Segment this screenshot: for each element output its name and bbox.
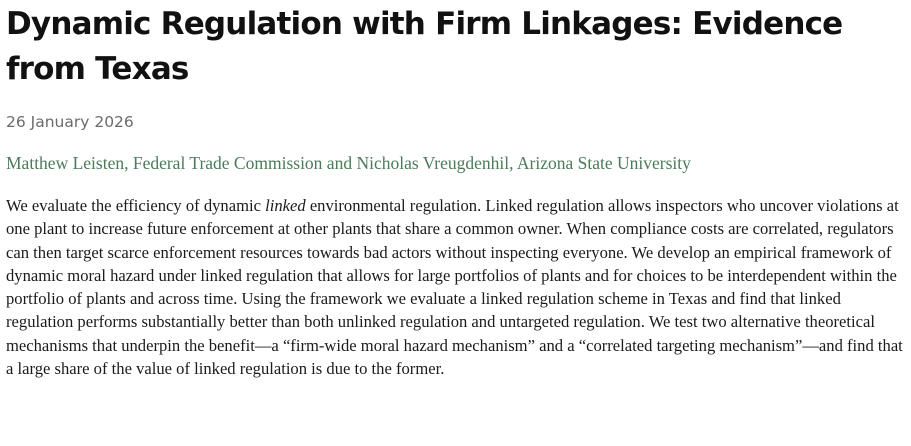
publication-date: 26 January 2026	[6, 113, 134, 131]
abstract	[6, 194, 906, 380]
author-list: Matthew Leisten, Federal Trade Commission and Nicholas Vreugdenhil, Arizona State University	[6, 153, 691, 173]
paper-title: Dynamic Regulation with Firm Linkages: Evidence from Texas	[6, 6, 843, 87]
abstract-emphasis: linked	[265, 196, 306, 215]
abstract-text-rest: environmental regulation. Linked regulation allows inspectors who uncover violations at one plant to increase future enforcement at other plants that share a common owner. When compliance costs are correlated, regulators can then target scarce enforcement resources towards bad actors without inspecting everyone. We develop an empirical framework of dynamic moral hazard under linked regulation that allows for large portfolios of plants and for choices to be interdependent within the portfolio of plants and across time. Using the framework we evaluate a linked regulation scheme in Texas and find that linked regulation performs substantially better than both unlinked regulation and untargeted regulation. We test two alternative theoretical mechanisms that underpin the benefit—a “firm-wide moral hazard mechanism” and a “correlated targeting mechanism”—and find that a large share of the value of linked regulation is due to the former.	[6, 196, 903, 379]
abstract-text-start: We evaluate the efficiency of dynamic	[6, 196, 266, 215]
article	[6, 0, 906, 397]
